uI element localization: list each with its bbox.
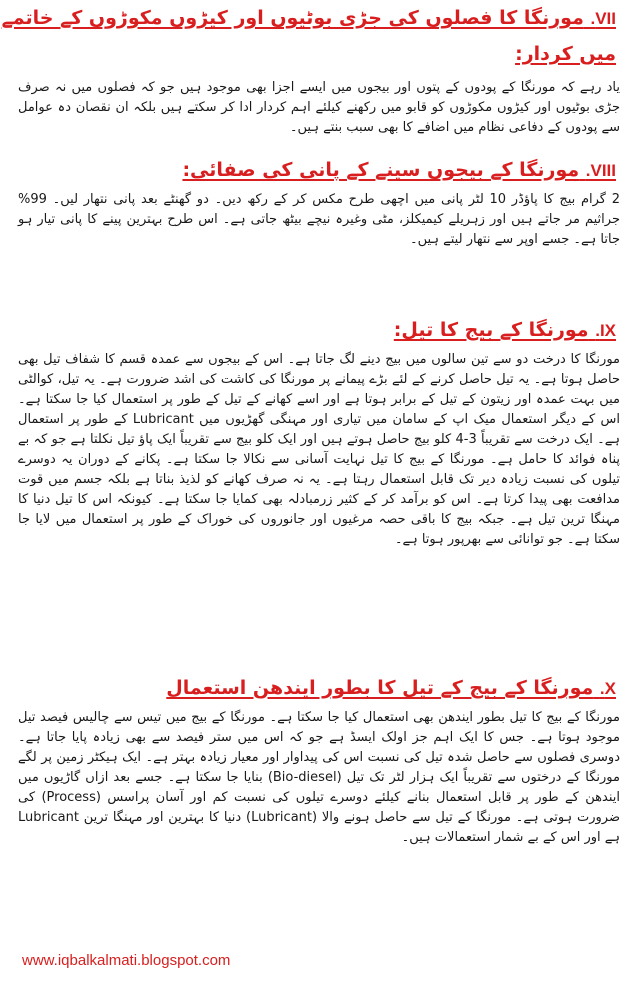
section-viii-heading	[182, 158, 616, 183]
section-vii-subtitle: میں کردار:	[515, 43, 616, 65]
section-ix-number: IX.	[595, 321, 616, 340]
section-viii-paragraph	[18, 190, 620, 250]
section-viii-number: VIII.	[585, 161, 616, 180]
section-vii-number: VII.	[590, 9, 616, 28]
section-x-title: مورنگا کے بیج کے تیل کا بطور ایندھن استعمال	[166, 677, 594, 699]
section-vii-heading	[2, 6, 616, 31]
section-x-text: مورنگا کے بیج کا تیل بطور ایندھن بھی استعمال کیا جا سکتا ہے۔ مورنگا کے بیج میں تیس سے چالیس فیصد تیل موجود ہوتا ہے۔ جس کا ایک اہم جز اولک ایسڈ ہے جو کہ اس میں ستر فیصد سے بھی زیادہ پایا جاتا ہے۔ دوسری فصلوں سے حاصل شدہ تیل کی نسبت اس کی پیداوار اور معیار زیادہ بہتر ہے۔ ایک ہیکٹر زمین پر لگے مورنگا کے درختوں سے تقریباً ایک ہزار لٹر تک تیل (Bio-diesel) بنایا جا سکتا ہے۔ جسے بعد ازاں گاڑیوں میں ایندھن کے طور پر قابل استعمال بنانے کیلئے دوسرے تیلوں کی نسبت کم اور آسان پراسس (Process) کی ضرورت ہوتی ہے۔ مورنگا کے تیل سے حاصل ہونے والا (Lubricant) دنیا کا بہترین اور مہنگا ترین Lubricant ہے اور اس کے بے شمار استعمالات ہیں۔	[18, 710, 621, 845]
section-ix-paragraph	[18, 350, 620, 550]
section-x-paragraph	[18, 708, 620, 848]
section-ix-title: مورنگا کے بیج کا تیل:	[393, 319, 589, 341]
section-viii-title: مورنگا کے بیجوں سینے کے پانی کی صفائی:	[182, 159, 580, 181]
section-ix-heading	[394, 318, 616, 343]
section-vii-title: مورنگا کا فصلوں کی جڑی بوٹیوں اور کیڑوں مکوڑوں کے خاتمے	[1, 7, 584, 29]
blog-url-link[interactable]: www.iqbalkalmati.blogspot.com	[22, 952, 231, 969]
section-vii-text: یاد رہے کہ مورنگا کے پودوں کے پتوں اور بیجوں میں ایسے اجزا بھی موجود ہیں جو کہ فصلوں میں نہ صرف جڑی بوٹیوں اور کیڑوں مکوڑوں کو قابو میں رکھنے کیلئے اہم کردار ادا کر سکتے ہیں بلکہ ان نقصان دہ عوامل سے پودوں کے دفاعی نظام میں اضافے کا بھی سبب بنتے ہیں۔	[18, 80, 620, 135]
section-vii-paragraph	[18, 78, 620, 138]
section-x-number: X.	[599, 679, 616, 698]
section-viii-text: 2 گرام بیج کا پاؤڈر 10 لٹر پانی میں اچھی طرح مکس کر کے رکھ دیں۔ دو گھنٹے بعد پانی نتھار لیں۔ 99% جراثیم مر جاتے ہیں اور زہریلے کیمیکلز، مٹی وغیرہ نیچے بیٹھ جاتی ہے۔ اس طرح بہترین پینے کا پانی تیار ہو جاتا ہے۔ جسے اوپر سے نتھار لیتے ہیں۔	[18, 192, 620, 247]
section-x-heading	[166, 676, 616, 701]
section-ix-text: مورنگا کا درخت دو سے تین سالوں میں بیج دینے لگ جاتا ہے۔ اس کے بیجوں سے عمدہ قسم کا شفاف تیل بھی حاصل ہوتا ہے۔ یہ تیل حاصل کرنے کے لئے بڑے پیمانے پر مورنگا کی کاشت کی اشد ضرورت ہے۔ یہ تیل، کوالٹی میں بہت عمدہ اور زیتون کے تیل کے برابر ہوتا ہے اور اسے کھانے کے تیل کے طور پر استعمال کیا جا سکتا ہے۔ اس کے دیگر استعمال میک اپ کے سامان میں تیاری اور مہنگی گھڑیوں میں Lubricant کے طور پر استعمال ہے۔ ایک درخت سے تقریباً 3-4 کلو بیج حاصل ہوتے ہیں اور ایک کلو بیج سے تقریباً ایک پاؤ تیل نکلتا ہے جو کہ بے پناہ فوائد کا حامل ہے۔ مورنگا کے بیج کا تیل نہایت آسانی سے نکالا جا سکتا ہے۔ پکانے کے دوران یہ دوسرے تیلوں کی نسبت زیادہ دیر تک قابل استعمال رہتا ہے۔ یہ نہ صرف کھانے کو لذیذ بناتا ہے بلکہ جسم میں قوت مدافعت بھی پیدا کرتا ہے۔ اس کو برآمد کر کے کثیر زرمبادلہ بھی کمایا جا سکتا ہے۔ کیونکہ اس کا تیل دنیا کا مہنگا ترین تیل ہے۔ جبکہ بیج کا باقی حصہ مرغیوں اور جانوروں کی خوراک کے طور پر استعمال میں لایا جا سکتا ہے۔ جو توانائی سے بھرپور ہوتا ہے۔	[18, 352, 620, 547]
